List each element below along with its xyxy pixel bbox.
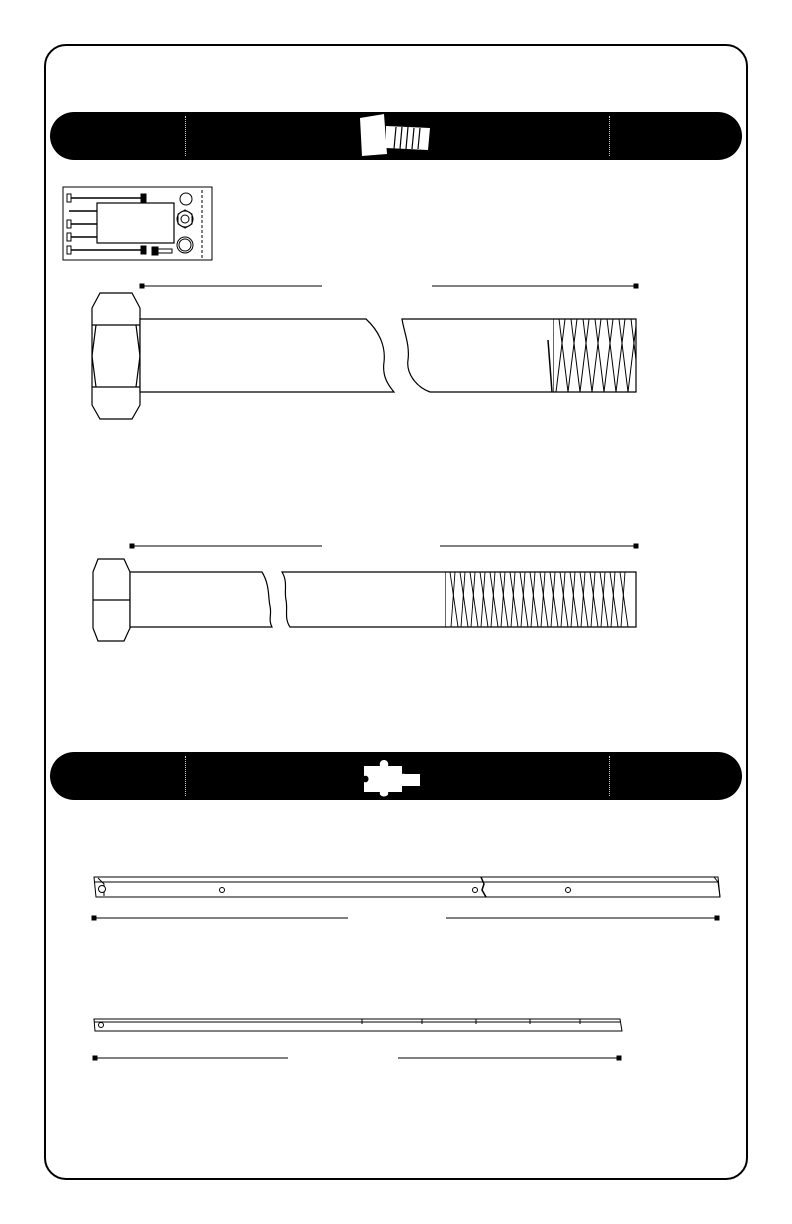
hardware-pack-thumbnail	[63, 187, 212, 260]
rail-2-dimension-line	[93, 1056, 621, 1060]
bolt-1-drawing	[92, 293, 636, 419]
rail-1-dimension-line	[92, 916, 719, 920]
rail-2-drawing	[94, 1019, 622, 1031]
bolt-2-dimension-line	[130, 544, 638, 548]
bolt-1-dimension-line	[140, 284, 638, 288]
rail-1-drawing	[94, 877, 720, 897]
bolt-2-drawing	[93, 559, 636, 641]
